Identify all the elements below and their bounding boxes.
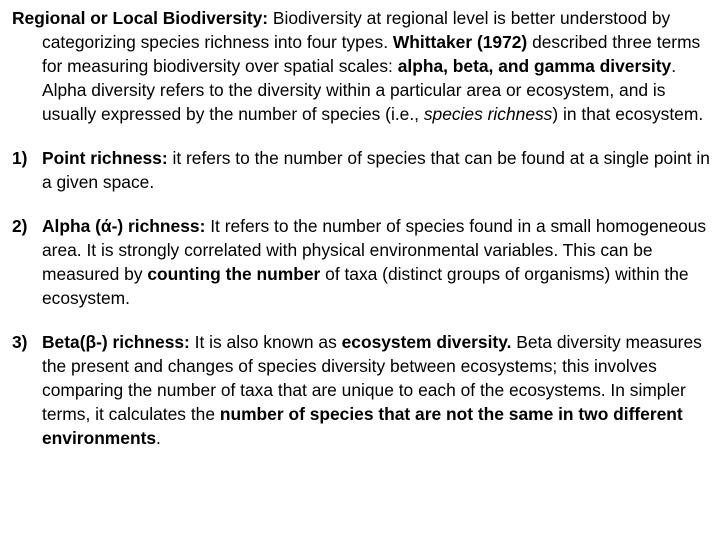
- list-item-text: Beta diversity measures the present and changes of species diversity between ecosystems; this involves comparing the number of taxa that are unique to each of the ecosystems. In simpler terms, it calculates the: [42, 332, 702, 424]
- list-item-heading: Point richness:: [42, 148, 168, 168]
- list-item-text: of taxa (distinct groups of organisms) within the ecosystem.: [42, 264, 689, 308]
- list-item-alpha-richness: [12, 214, 712, 310]
- list-item-text: .: [156, 428, 161, 448]
- intro-text-3: . Alpha diversity refers to the diversity within a particular area or ecosystem, and is usually expressed by the number of species (i.e.,: [42, 56, 677, 124]
- intro-text-2: described three terms for measuring biodiversity over spatial scales:: [42, 32, 701, 76]
- list-item-text: it refers to the number of species that can be found at a single point in a given space.: [42, 148, 710, 192]
- list-item-point-richness: [12, 146, 712, 194]
- intro-author-citation: Whittaker (1972): [392, 32, 528, 52]
- intro-diversity-terms: alpha, beta, and gamma diversity: [397, 56, 672, 76]
- intro-text-1: Biodiversity at regional level is better understood by categorizing species richness into four types.: [42, 8, 671, 52]
- list-item-number: 1): [12, 148, 28, 168]
- intro-heading: Regional or Local Biodiversity:: [12, 8, 269, 28]
- list-item-heading: Alpha (ά-) richness:: [42, 216, 206, 236]
- list-item-beta-richness: [12, 330, 712, 450]
- intro-text-4: ) in that ecosystem.: [552, 104, 704, 124]
- intro-paragraph: [12, 6, 712, 126]
- list-item-number: 3): [12, 332, 28, 352]
- list-item-bold-phrase: number of species that are not the same in two different environments: [42, 404, 683, 448]
- list-item-bold-phrase: counting the number: [147, 264, 321, 284]
- intro-italic-term: species richness: [423, 104, 553, 124]
- list-item-bold-phrase: ecosystem diversity.: [341, 332, 512, 352]
- list-item-heading: Beta(β-) richness:: [42, 332, 190, 352]
- list-item-text: It refers to the number of species found in a small homogeneous area. It is strongly correlated with physical environmental variables. This can be measured by: [42, 216, 707, 284]
- document-body: [12, 6, 712, 470]
- list-item-text: It is also known as: [189, 332, 342, 352]
- list-item-number: 2): [12, 216, 28, 236]
